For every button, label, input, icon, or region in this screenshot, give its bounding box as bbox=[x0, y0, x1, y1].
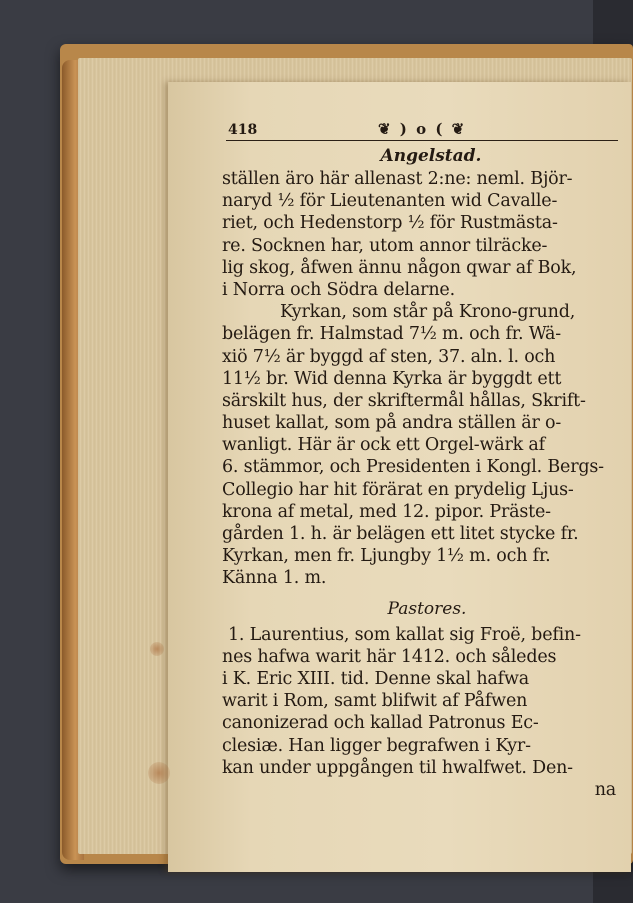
page-header bbox=[222, 118, 622, 142]
text-line: xiö 7½ är byggd af sten, 37. aln. l. och bbox=[222, 346, 556, 367]
text-line: Känna 1. m. bbox=[222, 568, 327, 589]
text-line: naryd ½ för Lieutenanten wid Cavalle- bbox=[222, 191, 558, 212]
header-rule bbox=[226, 140, 618, 141]
text-line: 11½ br. Wid denna Kyrka är byggdt ett bbox=[222, 368, 562, 389]
stain bbox=[150, 642, 164, 656]
text-line: särskilt hus, der skriftermål hållas, Skrift- bbox=[222, 390, 586, 411]
page-number: 418 bbox=[228, 122, 258, 138]
catchword: na bbox=[594, 779, 616, 800]
text-line: i K. Eric XIII. tid. Denne skal hafwa bbox=[222, 668, 529, 689]
text-line: 1. Laurentius, som kallat sig Froë, befin- bbox=[228, 624, 581, 645]
text-line: kan under uppgången til hwalfwet. Den- bbox=[222, 757, 573, 778]
text-line: Kyrkan, som står på Krono-grund, bbox=[280, 302, 576, 323]
text-line: clesiæ. Han ligger begrafwen i Kyr- bbox=[222, 735, 531, 756]
text-line: gården 1. h. är belägen ett litet stycke fr. bbox=[222, 524, 579, 544]
page-content bbox=[222, 118, 622, 801]
text-line: belägen fr. Halmstad 7½ m. och fr. Wä- bbox=[222, 324, 561, 345]
header-ornament: ❦ ) o ( ❦ bbox=[378, 120, 467, 138]
text-line: Collegio har hit förärat en prydelig Ljus- bbox=[222, 479, 574, 500]
text-line: lig skog, åfwen ännu någon qwar af Bok, bbox=[222, 257, 577, 278]
text-line: ställen äro här allenast 2:ne: neml. Björ- bbox=[222, 169, 573, 189]
text-line: i Norra och Södra delarne. bbox=[222, 279, 455, 300]
text-line: canonizerad och kallad Patronus Ec- bbox=[222, 713, 539, 734]
text-line: riet, och Hedenstorp ½ för Rustmästa- bbox=[222, 213, 558, 234]
pastores-heading: Pastores. bbox=[387, 598, 467, 619]
text-line: Kyrkan, men fr. Ljungby 1½ m. och fr. bbox=[222, 546, 551, 567]
text-line: warit i Rom, samt blifwit af Påfwen bbox=[222, 691, 528, 712]
text-line: wanligt. Här är ock ett Orgel-wärk af bbox=[222, 435, 545, 456]
stain bbox=[148, 762, 170, 784]
text-line: nes hafwa warit här 1412. och således bbox=[222, 646, 557, 667]
text-line: krona af metal, med 12. pipor. Präste- bbox=[222, 501, 551, 522]
text-line: 6. stämmor, och Presidenten i Kongl. Bergs- bbox=[222, 457, 604, 478]
text-line: re. Socknen har, utom annor tilräcke- bbox=[222, 235, 548, 256]
section-title: Angelstad. bbox=[380, 146, 482, 166]
text-line: huset kallat, som på andra ställen är o- bbox=[222, 413, 562, 434]
